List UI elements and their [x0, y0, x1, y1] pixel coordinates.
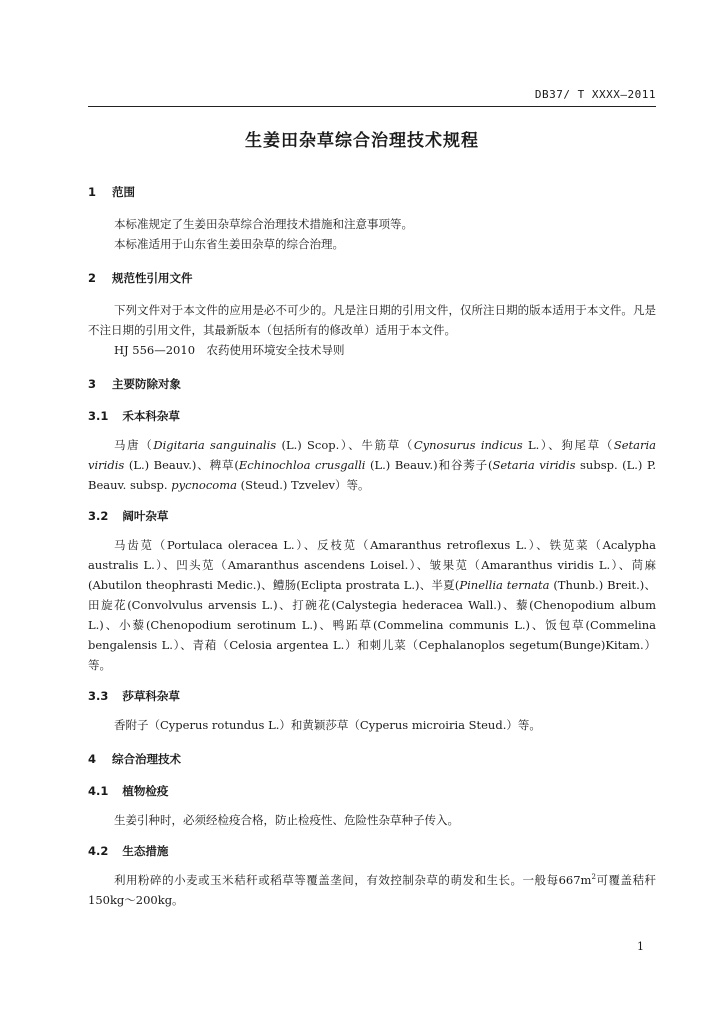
subsection-number: 3.2	[88, 509, 109, 523]
section-number: 2	[88, 271, 97, 285]
paragraph: 生姜引种时，必须经检疫合格，防止检疫性、危险性杂草种子传入。	[114, 813, 459, 827]
section-1-heading	[88, 182, 656, 202]
section-title: 综合治理技术	[112, 752, 182, 766]
paragraph: 本标准适用于山东省生姜田杂草的综合治理。	[114, 237, 344, 251]
subsection-title: 禾本科杂草	[122, 409, 180, 423]
section-title: 规范性引用文件	[112, 271, 193, 285]
paragraph: 本标准规定了生姜田杂草综合治理技术措施和注意事项等。	[114, 217, 413, 231]
section-title: 范围	[112, 185, 136, 199]
paragraph: 下列文件对于本文件的应用是必不可少的。凡是注日期的引用文件，仅所注日期的版本适用于本文件。凡是不注日期的引用文件，其最新版本（包括所有的修改单）适用于本文件。	[88, 303, 656, 337]
subsection-3-3-heading	[88, 686, 656, 706]
paragraph: 马齿苋（Portulaca oleracea L.）、反枝苋（Amaranthus retroflexus L.）、铁苋菜（Acalypha australis L.）、凹头苋（Amaranthus ascendens Loisel.）、皱果苋（Amaranthus viridis L.）、苘麻(Abutilon theophrasti Medic.)、鳢肠(Eclipta prostrata L.)、半夏(Pinellia ternata (Thunb.) Breit.)、田旋花(Convolvulus arvensis L.)、打碗花(Calystegia hederacea Wall.)、藜(Chenopodium album L.)、小藜(Chenopodium serotinum L.)、鸭跖草(Commelina communis L.)、饭包草(Commelina bengalensis L.）、青葙（Celosia argentea L.）和刺儿菜（Cephalanoplos segetum(Bunge)Kitam.）等。	[88, 538, 656, 672]
subsection-title: 阔叶杂草	[122, 509, 169, 523]
document-title: 生姜田杂草综合治理技术规程	[245, 131, 479, 151]
document-body	[88, 182, 656, 910]
header-rule	[88, 106, 656, 107]
subsection-title: 莎草科杂草	[122, 689, 180, 703]
section-number: 4	[88, 752, 97, 766]
subsection-title: 植物检疫	[122, 784, 169, 798]
page-number: 1	[637, 940, 644, 953]
paragraph: 香附子（Cyperus rotundus L.）和黄颖莎草（Cyperus microiria Steud.）等。	[114, 718, 541, 732]
reference-item: HJ 556—2010 农药使用环境安全技术导则	[114, 343, 345, 357]
subsection-number: 4.2	[88, 844, 109, 858]
subsection-title: 生态措施	[122, 844, 169, 858]
subsection-3-2-heading	[88, 506, 656, 526]
section-number: 3	[88, 377, 97, 391]
subsection-number: 4.1	[88, 784, 109, 798]
paragraph: 利用粉碎的小麦或玉米秸秆或稻草等覆盖垄间，有效控制杂草的萌发和生长。一般每$667m^2$可覆盖秸秆150kg～200kg。	[88, 873, 657, 907]
subsection-4-1-heading	[88, 781, 656, 801]
section-2-heading	[88, 268, 656, 288]
standard-code: DB37/ T XXXX—2011	[534, 88, 656, 101]
subsection-number: 3.3	[88, 689, 109, 703]
section-title: 主要防除对象	[112, 377, 182, 391]
section-number: 1	[88, 185, 97, 199]
paragraph: 马唐（Digitaria sanguinalis (L.) Scop.）、牛筋草（Cynosurus indicus L.）、狗尾草（Setaria viridis (L.) Beauv.)、稗草(Echinochloa crusgalli (L.) Beauv.)和谷莠子(Setaria viridis subsp. (L.) P. Beauv. subsp. pycnocoma (Steud.) Tzvelev）等。	[88, 438, 657, 492]
section-3-heading	[88, 374, 656, 394]
subsection-3-1-heading	[88, 406, 656, 426]
subsection-4-2-heading	[88, 841, 656, 861]
section-4-heading	[88, 749, 656, 769]
subsection-number: 3.1	[88, 409, 109, 423]
